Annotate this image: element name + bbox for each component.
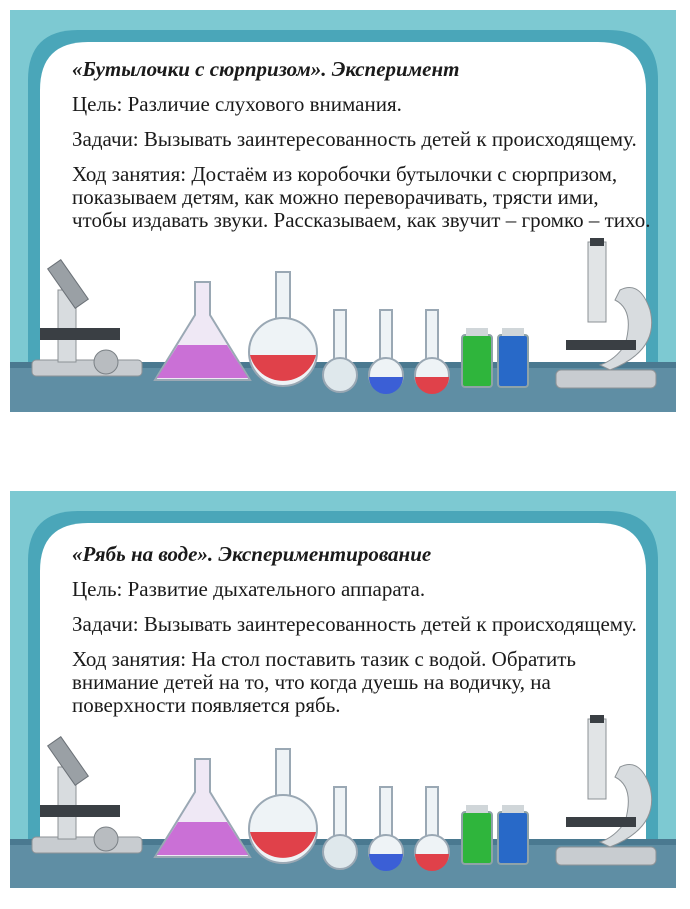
card-text-2 <box>72 543 657 729</box>
card-text-1 <box>72 58 657 244</box>
card-process: Ход занятия: Достаём из коробочки бутылочки с сюрпризом, показываем детям, как можно переворачивать, трясти ими, чтобы издавать звуки. Рассказываем, как звучит – громко – тихо. <box>72 162 651 232</box>
bottle-green-icon <box>462 328 492 387</box>
card-goal: Цель: Развитие дыхательного аппарата. <box>72 577 426 601</box>
bottle-green-icon <box>462 805 492 864</box>
card-tasks: Задачи: Вызывать заинтересованность детей к происходящему. <box>72 127 637 151</box>
card-title: «Бутылочки с сюрпризом». Эксперимент <box>72 57 460 81</box>
card-process: Ход занятия: На стол поставить тазик с водой. Обратить внимание детей на то, что когда дуешь на водичку, на поверхности появляется рябь. <box>72 647 576 717</box>
card-tasks: Задачи: Вызывать заинтересованность детей к происходящему. <box>72 612 637 636</box>
card-goal: Цель: Различие слухового внимания. <box>72 92 402 116</box>
experiment-card-1 <box>10 10 676 412</box>
card-title: «Рябь на воде». Экспериментирование <box>72 542 432 566</box>
experiment-card-2 <box>10 491 676 888</box>
bottle-blue-icon <box>498 805 528 864</box>
bottle-blue-icon <box>498 328 528 387</box>
